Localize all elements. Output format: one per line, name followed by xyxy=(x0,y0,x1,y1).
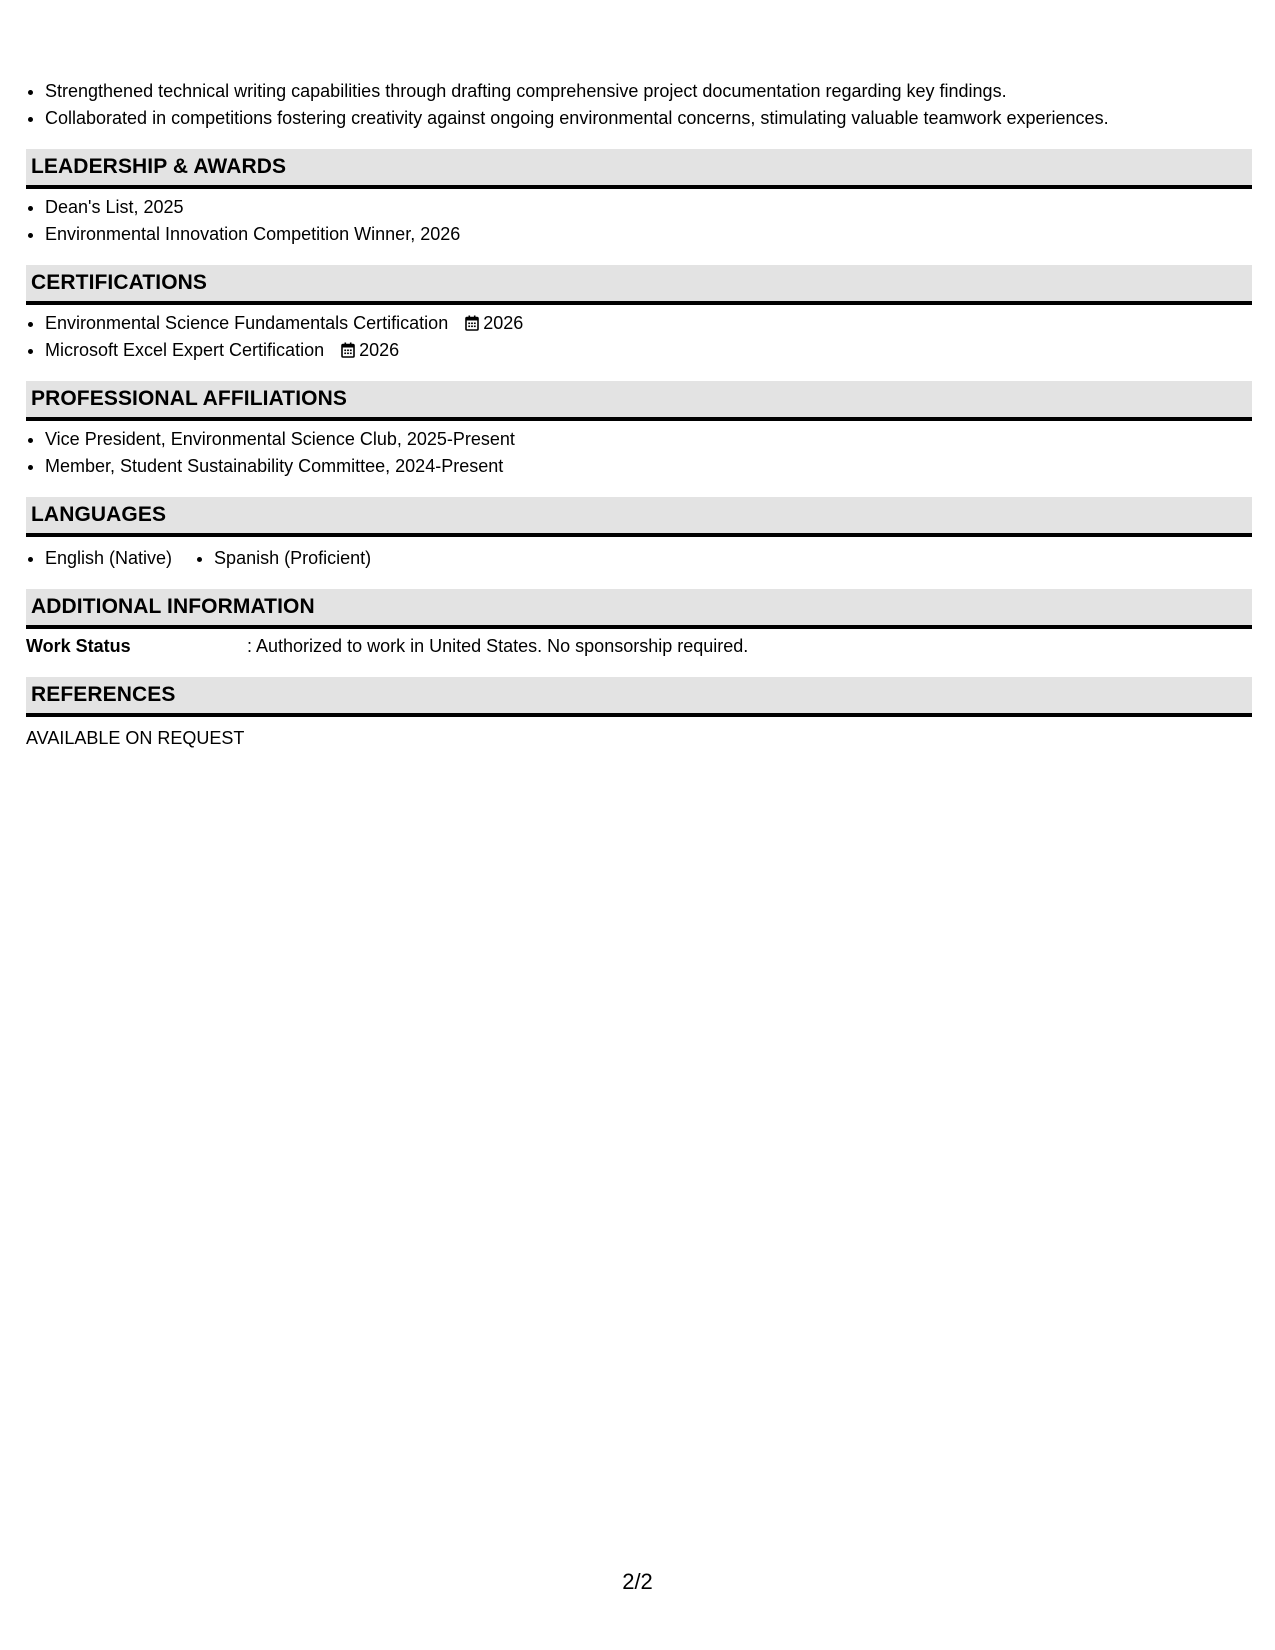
list-item xyxy=(45,310,1252,337)
section-title: LANGUAGES xyxy=(31,503,167,526)
certification-name: Microsoft Excel Expert Certification xyxy=(45,340,325,360)
list-item: • Strengthened technical writing capabilities through drafting comprehensive project documentation regarding key findings. xyxy=(45,78,1252,105)
references-text: AVAILABLE ON REQUEST xyxy=(26,728,245,748)
section-header xyxy=(26,265,1252,305)
calendar-icon xyxy=(465,315,479,331)
certification-year: 2026 xyxy=(483,313,524,333)
leadership-list xyxy=(26,194,1252,248)
list-item: • Dean's List, 2025 xyxy=(45,194,1252,221)
list-item: • Environmental Innovation Competition Winner, 2026 xyxy=(45,221,1252,248)
work-status-label: Work Status xyxy=(26,636,131,656)
section-title: REFERENCES xyxy=(31,683,176,706)
work-status-value: : Authorized to work in United States. No sponsorship required. xyxy=(247,636,749,656)
section-title: ADDITIONAL INFORMATION xyxy=(31,595,315,618)
section-professional-affiliations xyxy=(26,381,1252,480)
continued-experience-list xyxy=(26,78,1252,132)
certification-name: Environmental Science Fundamentals Certification xyxy=(45,313,449,333)
section-leadership-awards xyxy=(26,149,1252,248)
section-header xyxy=(26,149,1252,189)
section-certifications xyxy=(26,265,1252,364)
certifications-list xyxy=(26,310,1252,364)
work-status-row xyxy=(26,633,1252,660)
list-item: • Vice President, Environmental Science Club, 2025-Present xyxy=(45,426,1252,453)
list-item xyxy=(45,337,1252,364)
affiliations-list xyxy=(26,426,1252,480)
section-header xyxy=(26,381,1252,421)
section-header xyxy=(26,677,1252,717)
languages-list xyxy=(26,545,1252,572)
calendar-icon xyxy=(341,342,355,358)
section-header xyxy=(26,589,1252,629)
list-item: • Spanish (Proficient) xyxy=(214,545,371,572)
section-title: PROFESSIONAL AFFILIATIONS xyxy=(31,387,347,410)
list-item: • English (Native) xyxy=(45,545,172,572)
list-item: • Member, Student Sustainability Committee, 2024-Present xyxy=(45,453,1252,480)
section-title: CERTIFICATIONS xyxy=(31,271,208,294)
section-languages xyxy=(26,497,1252,572)
page-number: 2/2 xyxy=(622,1569,653,1594)
section-title: LEADERSHIP & AWARDS xyxy=(31,155,287,178)
resume-page xyxy=(26,78,1252,752)
certification-year: 2026 xyxy=(359,340,400,360)
section-additional-information xyxy=(26,589,1252,660)
list-item: • Collaborated in competitions fostering creativity against ongoing environmental concerns, stimulating valuable teamwork experiences. xyxy=(45,105,1252,132)
section-references xyxy=(26,677,1252,752)
section-header xyxy=(26,497,1252,537)
